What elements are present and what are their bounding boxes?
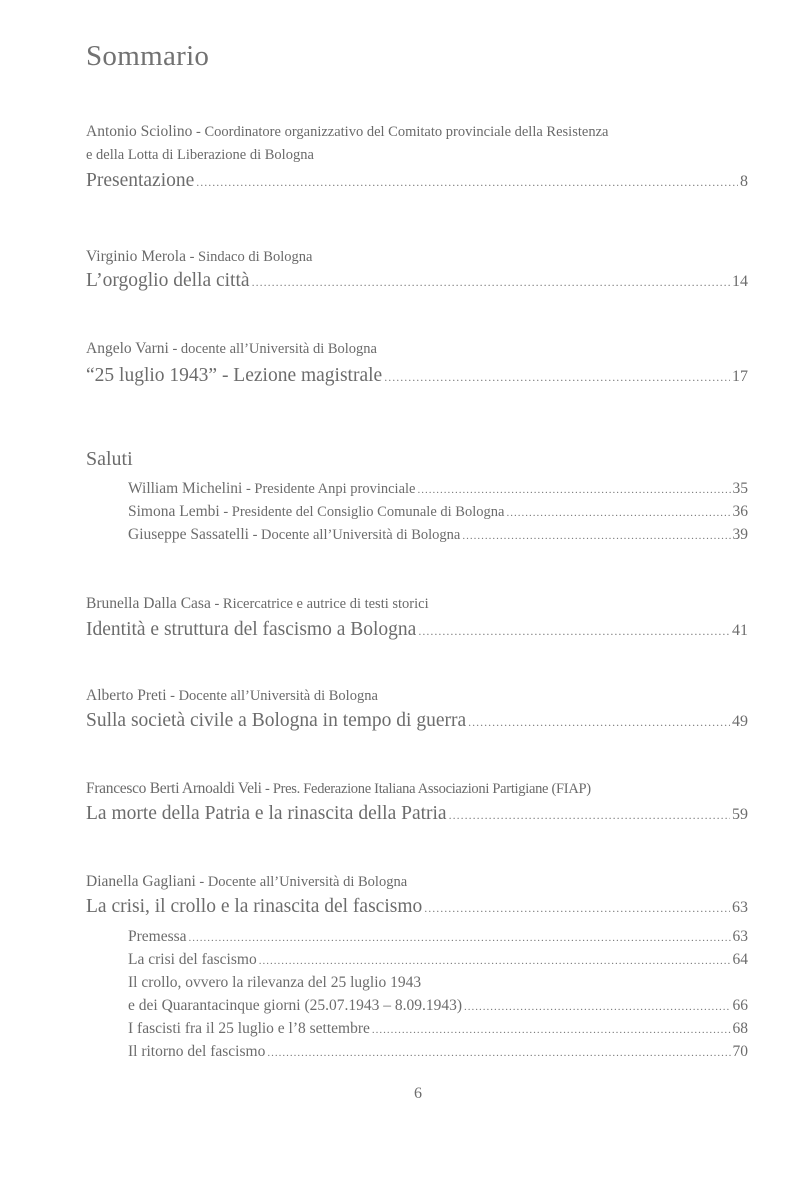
subsection-entry[interactable] — [128, 928, 748, 946]
entry-page: 68 — [732, 1020, 748, 1037]
dot-leader — [417, 484, 730, 496]
section-heading-saluti: Saluti — [86, 448, 133, 470]
toc-author-line — [86, 340, 377, 358]
dot-leader — [449, 808, 730, 823]
author-name: William Michelini — [128, 480, 243, 497]
author-role: - Ricercatrice e autrice di testi storici — [210, 596, 429, 612]
entry-page: 64 — [732, 951, 748, 968]
author-role: - Docente all’Università di Bologna — [195, 874, 408, 890]
entry-page: 70 — [732, 1043, 748, 1060]
author-role: - Sindaco di Bologna — [185, 249, 313, 265]
dot-leader — [464, 1001, 730, 1013]
toc-author-line — [86, 873, 407, 891]
author-name: Alberto Preti — [86, 687, 167, 704]
toc-entry[interactable] — [86, 710, 748, 732]
entry-page: 36 — [732, 503, 748, 520]
toc-entry[interactable] — [86, 365, 748, 387]
entry-title: L’orgoglio della città — [86, 270, 250, 291]
saluti-author — [128, 480, 415, 498]
subsection-title: Premessa — [128, 928, 187, 945]
author-name: Brunella Dalla Casa — [86, 595, 211, 612]
author-name: Francesco Berti Arnoaldi Veli — [86, 780, 262, 797]
entry-page: 8 — [740, 173, 748, 190]
subsection-title: Il ritorno del fascismo — [128, 1043, 266, 1060]
dot-leader — [468, 715, 730, 730]
dot-leader — [252, 275, 730, 290]
toc-entry[interactable] — [86, 170, 748, 192]
entry-title: Presentazione — [86, 170, 195, 191]
toc-entry[interactable] — [86, 896, 748, 918]
toc-entry[interactable] — [86, 270, 748, 292]
toc-author-line — [86, 595, 429, 613]
page-title: Sommario — [86, 40, 210, 72]
entry-title: La morte della Patria e la rinascita della Patria — [86, 803, 447, 824]
author-role: - Presidente del Consiglio Comunale di Bologna — [219, 504, 505, 520]
page-number: 6 — [414, 1085, 422, 1102]
dot-leader — [267, 1047, 730, 1059]
toc-author-line — [86, 248, 312, 266]
entry-title: Sulla società civile a Bologna in tempo di guerra — [86, 710, 467, 731]
subsection-title: La crisi del fascismo — [128, 951, 257, 968]
author-role: - Docente all’Università di Bologna — [248, 527, 461, 543]
dot-leader — [424, 901, 730, 916]
entry-page: 14 — [732, 273, 748, 290]
toc-entry[interactable] — [86, 619, 748, 641]
saluti-author — [128, 526, 460, 544]
subsection-title: I fascisti fra il 25 luglio e l’8 settembre — [128, 1020, 370, 1037]
author-name: Antonio Sciolino — [86, 123, 193, 140]
dot-leader — [506, 507, 730, 519]
entry-title: “25 luglio 1943” - Lezione magistrale — [86, 365, 383, 386]
author-role: - Pres. Federazione Italiana Associazioni Partigiane (FIAP) — [261, 781, 591, 797]
subsection-entry[interactable] — [128, 997, 748, 1015]
author-role: - Docente all’Università di Bologna — [166, 688, 378, 704]
toc-author-line — [86, 687, 378, 705]
subsection-entry[interactable] — [128, 1020, 748, 1038]
dot-leader — [189, 932, 731, 944]
entry-page: 63 — [732, 928, 748, 945]
author-name: Simona Lembi — [128, 503, 220, 520]
dot-leader — [259, 955, 731, 967]
dot-leader — [418, 624, 730, 639]
entry-page: 63 — [732, 899, 748, 916]
subsection-title: e dei Quarantacinque giorni (25.07.1943 – 8.09.1943) — [128, 997, 463, 1014]
toc-author-line — [86, 780, 591, 798]
dot-leader — [384, 370, 730, 385]
saluti-item[interactable] — [128, 480, 748, 498]
author-name: Angelo Varni — [86, 340, 169, 357]
subsection-title-line1[interactable]: Il crollo, ovvero la rilevanza del 25 luglio 1943 — [128, 974, 422, 991]
author-role: - Presidente Anpi provinciale — [242, 481, 416, 497]
author-role: - docente all’Università di Bologna — [168, 341, 377, 357]
author-name: Dianella Gagliani — [86, 873, 196, 890]
entry-page: 41 — [732, 622, 748, 639]
entry-page: 17 — [732, 368, 748, 385]
toc-author-line — [86, 123, 608, 141]
author-name: Giuseppe Sassatelli — [128, 526, 249, 543]
toc-entry[interactable] — [86, 803, 748, 825]
author-name: Virginio Merola — [86, 248, 186, 265]
entry-page: 49 — [732, 713, 748, 730]
author-role-continued: e della Lotta di Liberazione di Bologna — [86, 147, 314, 163]
entry-title: Identità e struttura del fascismo a Bologna — [86, 619, 417, 640]
entry-page: 66 — [732, 997, 748, 1014]
entry-page: 35 — [732, 480, 748, 497]
saluti-item[interactable] — [128, 503, 748, 521]
dot-leader — [462, 530, 730, 542]
author-role: - Coordinatore organizzativo del Comitato provinciale della Resistenza — [192, 124, 609, 140]
entry-page: 39 — [732, 526, 748, 543]
entry-title: La crisi, il crollo e la rinascita del fascismo — [86, 896, 423, 917]
saluti-author — [128, 503, 504, 521]
entry-page: 59 — [732, 806, 748, 823]
subsection-entry[interactable] — [128, 951, 748, 969]
saluti-item[interactable] — [128, 526, 748, 544]
dot-leader — [372, 1024, 731, 1036]
dot-leader — [196, 175, 738, 190]
subsection-entry[interactable] — [128, 1043, 748, 1061]
